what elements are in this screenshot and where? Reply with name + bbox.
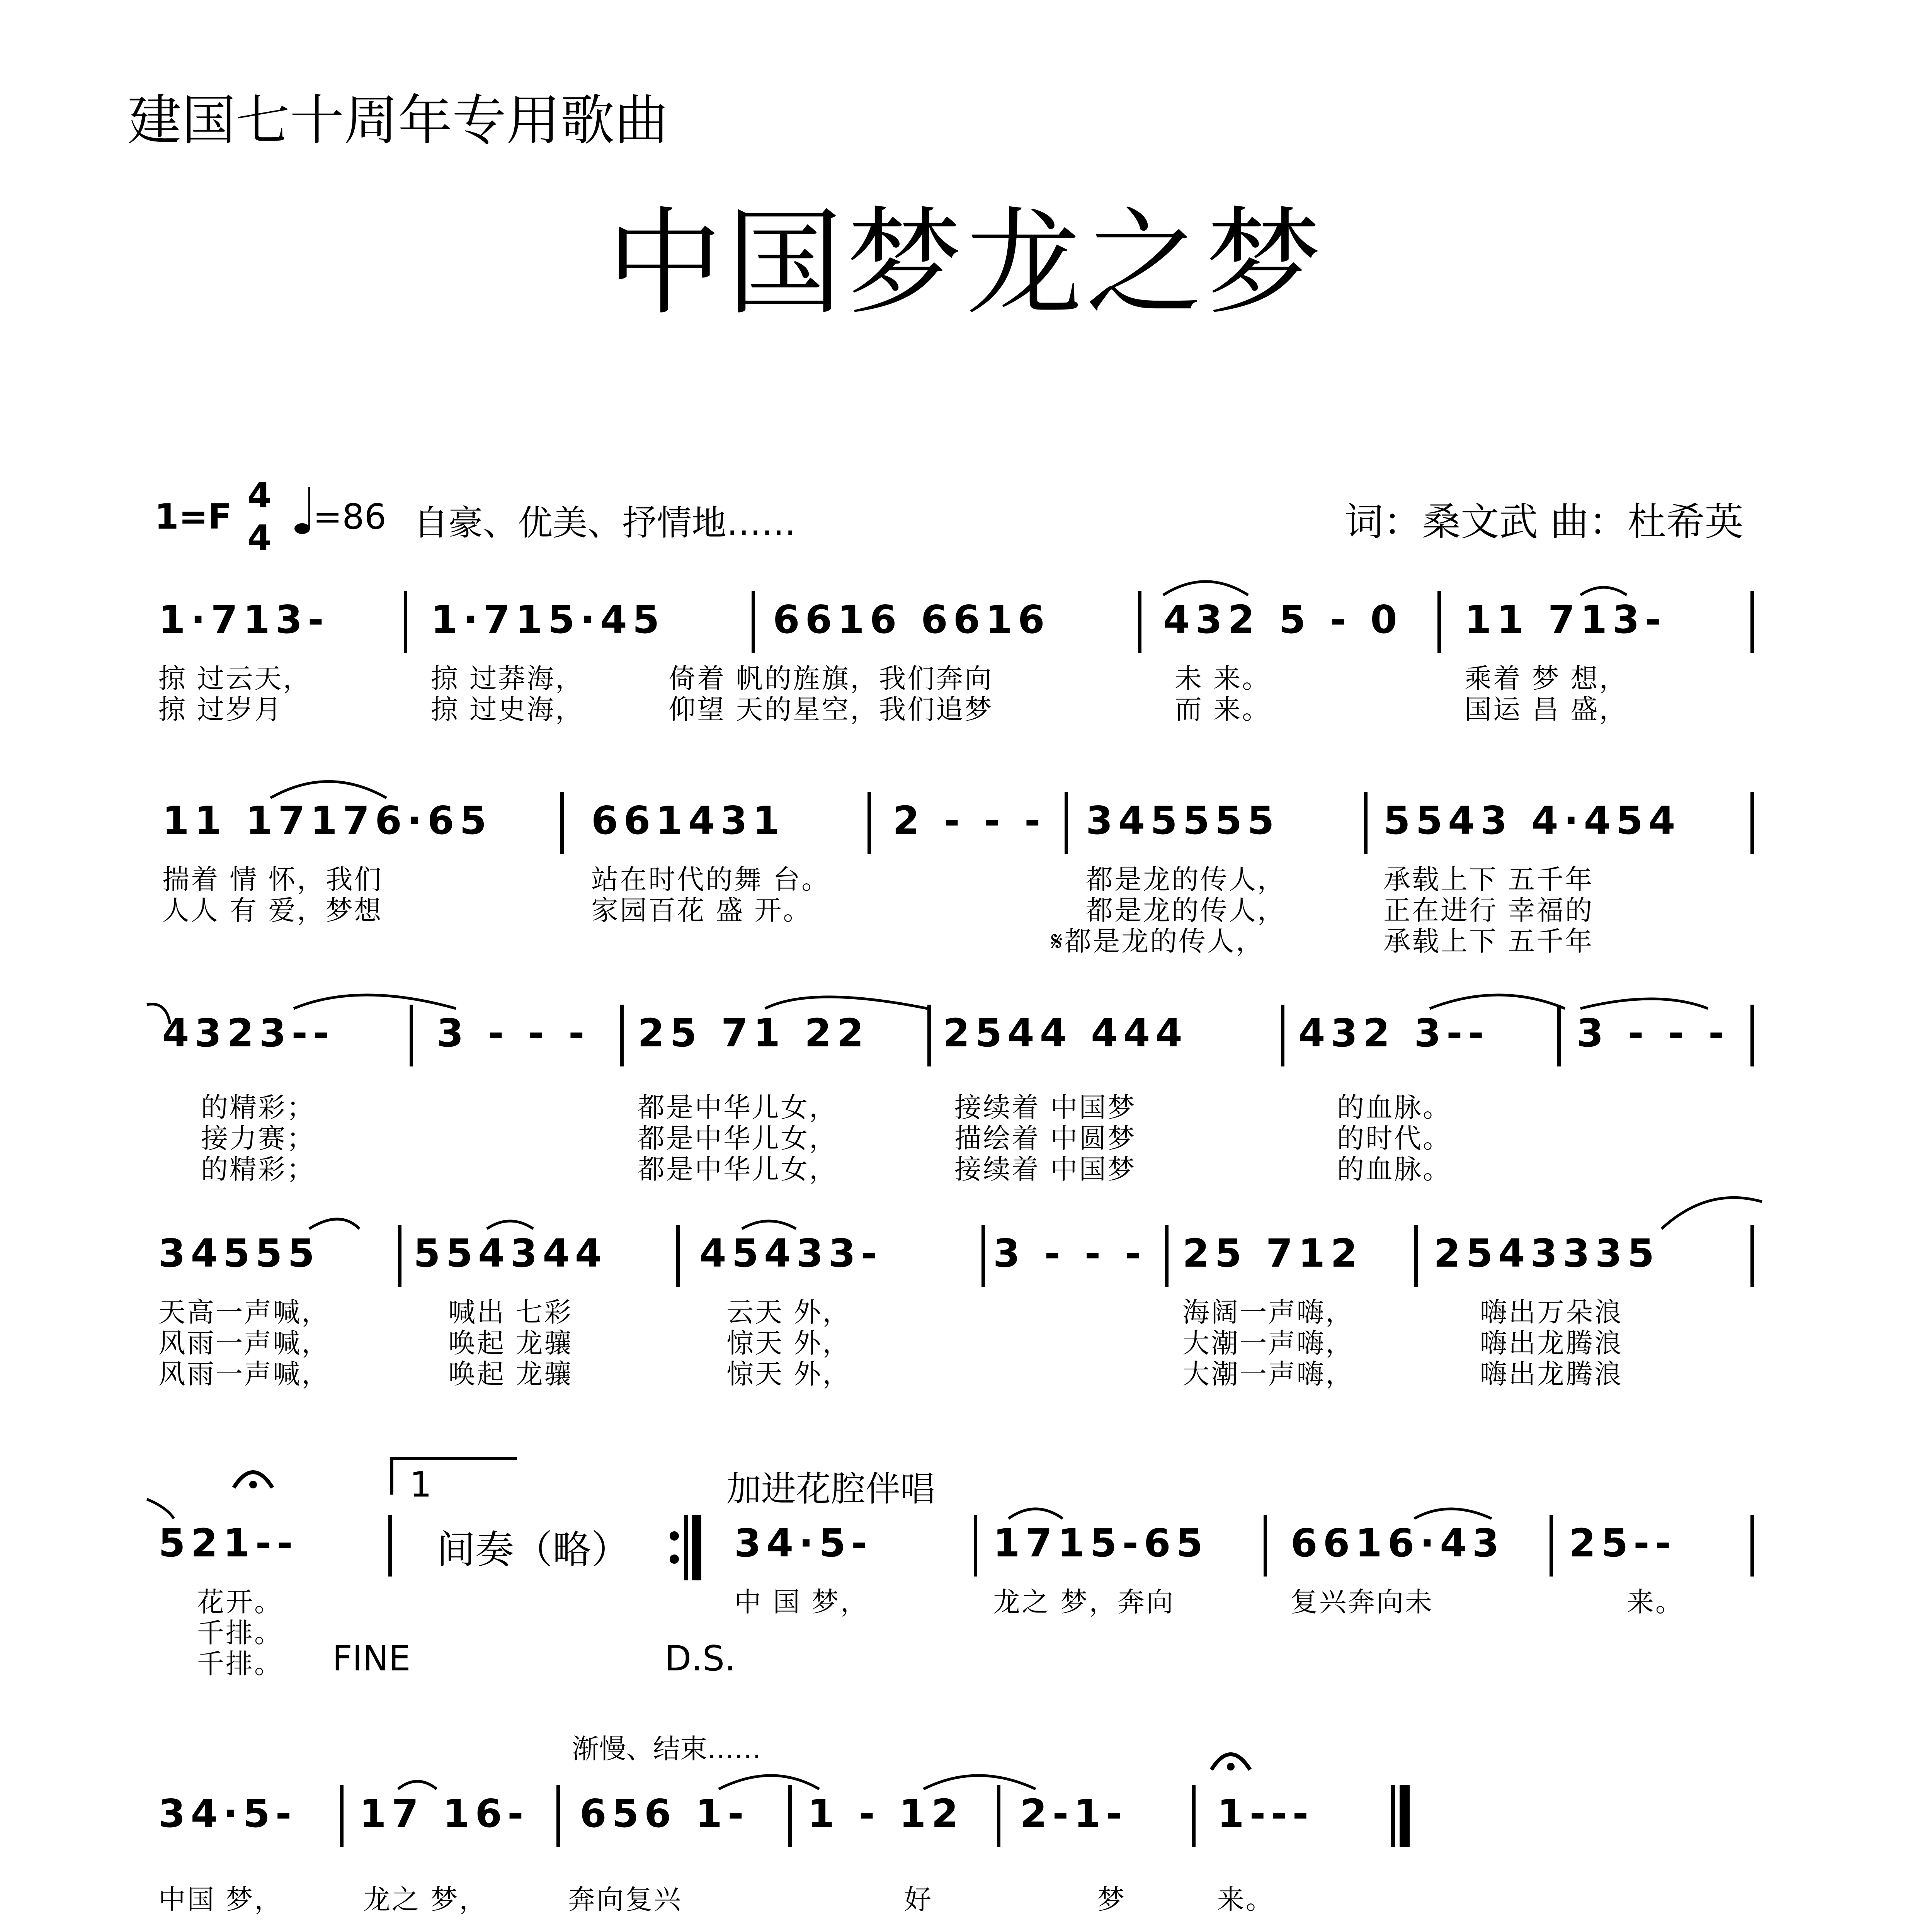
lyric-1-4-v1: 未 来。 [1175, 663, 1271, 694]
measure-2-5-notes: 5543 4·454 [1383, 798, 1681, 843]
lyric-3-5-v2: 的时代。 [1337, 1122, 1451, 1154]
lyric-4-5-v1: 海阔一声嗨， [1182, 1296, 1354, 1328]
lyric-1-5-v2: 国运 昌 盛， [1465, 694, 1628, 725]
lyric-3-5-v1: 的血脉。 [1337, 1092, 1451, 1123]
measure-1-2-notes: 1·715·45 [431, 597, 665, 642]
measure-6-6-notes: 1--- [1217, 1791, 1314, 1836]
measure-2-3-notes: 2 - - - [893, 798, 1046, 843]
lyric-6-4: 好 [904, 1884, 933, 1915]
lyric-4-1-v2: 风雨一声喊， [158, 1327, 330, 1359]
lyric-3-4-v3: 接续着 中国梦 [954, 1153, 1136, 1185]
measure-3-6-notes: 3 - - - [1577, 1010, 1730, 1056]
lyric-1-2-v2: 掠 过史海， [431, 694, 584, 725]
measure-4-4-notes: 3 - - - [993, 1231, 1146, 1276]
lyric-4-6-v2: 嗨出龙腾浪 [1480, 1327, 1623, 1359]
lyric-5-1-v2: 千排。 [197, 1617, 283, 1649]
lyric-1-3-v1: 倚着 帆的旌旗，我们奔向 [668, 663, 993, 694]
lyric-6-5: 梦 [1097, 1884, 1126, 1915]
measure-3-4-notes: 2544 444 [943, 1010, 1188, 1056]
measure-5-1-notes: 521-- [158, 1520, 298, 1566]
lyric-3-1-v3: 的精彩； [201, 1153, 315, 1185]
lyric-5-1-v3: 千排。 [197, 1648, 283, 1680]
lyric-2-4-v2: 都是龙的传人， [1086, 895, 1286, 926]
lyric-4-1-v3: 风雨一声喊， [158, 1358, 330, 1390]
measure-2-1-notes: 11 17176·65 [162, 798, 492, 843]
lyric-6-2: 龙之 梦， [363, 1884, 488, 1915]
time-signature-top: 4 [247, 475, 272, 516]
measure-5-4-notes: 6616·43 [1291, 1520, 1505, 1566]
lyric-2-5-v3: 承载上下 五千年 [1383, 925, 1594, 957]
measure-3-5-notes: 432 3-- [1298, 1010, 1490, 1056]
lyric-2-1-v1: 揣着 情 怀，我们 [162, 864, 383, 895]
lyric-4-2-v2: 唤起 龙骧 [448, 1327, 573, 1359]
lyric-5-4-v1: 复兴奔向未 [1291, 1586, 1434, 1618]
measure-4-5-notes: 25 712 [1182, 1231, 1363, 1276]
lyric-3-1-v1: 的精彩； [201, 1092, 315, 1123]
measure-4-3-notes: 45433- [699, 1231, 883, 1276]
lyric-6-3: 奔向复兴 [568, 1884, 682, 1915]
lyric-2-5-v1: 承载上下 五千年 [1383, 864, 1594, 895]
lyric-4-3-v1: 云天 外， [726, 1296, 851, 1328]
measure-4-1-notes: 34555 [158, 1231, 320, 1276]
lyric-1-1-v2: 掠 过岁月 [158, 694, 283, 725]
expression-mark: 自豪、优美、抒情地…… [413, 503, 796, 543]
lyric-3-4-v1: 接续着 中国梦 [954, 1092, 1136, 1123]
measure-5-3-notes: 1715-65 [993, 1520, 1208, 1566]
credits: 词：桑文武 曲：杜希英 [1345, 499, 1744, 544]
measure-2-2-notes: 661431 [591, 798, 785, 843]
lyric-3-5-v3: 的血脉。 [1337, 1153, 1451, 1185]
measure-5-2-notes: 34·5- [734, 1520, 873, 1566]
lyric-3-4-v2: 描绘着 中圆梦 [954, 1122, 1136, 1154]
measure-2-4-notes: 345555 [1086, 798, 1280, 843]
measure-6-2-notes: 17 16- [359, 1791, 529, 1836]
lyric-4-2-v3: 唤起 龙骧 [448, 1358, 573, 1390]
lyric-4-5-v2: 大潮一声嗨， [1182, 1327, 1354, 1359]
measure-3-1-notes: 4323-- [162, 1010, 335, 1056]
lyric-1-1-v1: 掠 过云天， [158, 663, 312, 694]
measure-6-4-notes: 1 - 12 [808, 1791, 964, 1836]
lyric-3-1-v2: 接力赛； [201, 1122, 315, 1154]
ending-marking: 渐慢、结束…… [572, 1733, 761, 1765]
measure-1-3-notes: 6616 6616 [773, 597, 1050, 642]
volta-number: 1 [410, 1464, 432, 1505]
lyric-1-3-v2: 仰望 天的星空，我们追梦 [668, 694, 993, 725]
time-signature-bottom: 4 [247, 518, 272, 558]
measure-3-2-notes: 3 - - - [437, 1010, 590, 1056]
key-signature: 1=F [155, 497, 232, 537]
measure-1-5-notes: 11 713- [1465, 597, 1667, 642]
tempo-mark: =86 [313, 497, 386, 537]
lyric-3-3-v1: 都是中华儿女， [638, 1092, 838, 1123]
lyric-4-5-v3: 大潮一声嗨， [1182, 1358, 1354, 1390]
lyric-3-3-v3: 都是中华儿女， [638, 1153, 838, 1185]
lyric-2-2-v2: 家园百花 盛 开。 [591, 895, 812, 926]
lyric-4-2-v1: 喊出 七彩 [448, 1296, 573, 1328]
song-subtitle: 建国七十周年专用歌曲 [128, 89, 669, 152]
lyric-2-2-v1: 站在时代的舞 台。 [591, 864, 830, 895]
lyric-1-2-v1: 掠 过莽海， [431, 663, 584, 694]
measure-6-1-notes: 34·5- [158, 1791, 297, 1836]
measure-4-6-notes: 2543335 [1434, 1231, 1660, 1276]
song-title: 中国梦龙之梦 [607, 196, 1325, 331]
lyric-5-1-v1: 花开。 [197, 1586, 283, 1618]
lyric-5-3-v1: 龙之 梦，奔向 [993, 1586, 1175, 1618]
measure-6-5-notes: 2-1- [1020, 1791, 1128, 1836]
lyric-1-5-v1: 乘着 梦 想， [1465, 663, 1628, 694]
fine-mark: FINE [332, 1638, 411, 1679]
accompaniment-note: 加进花腔伴唱 [726, 1469, 935, 1509]
lyric-2-5-v2: 正在进行 幸福的 [1383, 895, 1594, 926]
interlude-label: 间奏（略） [437, 1527, 630, 1572]
lyric-5-5-v1: 来。 [1627, 1586, 1684, 1618]
lyric-2-4-v1: 都是龙的传人， [1086, 864, 1286, 895]
lyric-3-3-v2: 都是中华儿女， [638, 1122, 838, 1154]
lyric-2-1-v2: 人人 有 爱，梦想 [162, 895, 383, 926]
measure-4-2-notes: 554344 [413, 1231, 607, 1276]
lyric-6-1: 中国 梦， [158, 1884, 283, 1915]
lyric-4-6-v3: 嗨出龙腾浪 [1480, 1358, 1623, 1390]
lyric-5-2-v1: 中 国 梦， [734, 1586, 869, 1618]
measure-3-3-notes: 25 71 22 [638, 1010, 869, 1056]
measure-1-1-notes: 1·713- [158, 597, 329, 642]
lyric-4-1-v1: 天高一声喊， [158, 1296, 330, 1328]
lyric-6-6: 来。 [1217, 1884, 1274, 1915]
lyric-2-4-v3: 𝄋都是龙的传人， [1051, 925, 1265, 957]
measure-6-3-notes: 656 1- [580, 1791, 749, 1836]
lyric-1-4-v2: 而 来。 [1175, 694, 1271, 725]
lyric-4-3-v3: 惊天 外， [726, 1358, 851, 1390]
measure-1-4-notes: 432 5 - 0 [1163, 597, 1403, 642]
dal-segno-mark: D.S. [665, 1638, 736, 1679]
lyric-4-6-v1: 嗨出万朵浪 [1480, 1296, 1623, 1328]
measure-5-5-notes: 25-- [1569, 1520, 1677, 1566]
lyric-4-3-v2: 惊天 外， [726, 1327, 851, 1359]
